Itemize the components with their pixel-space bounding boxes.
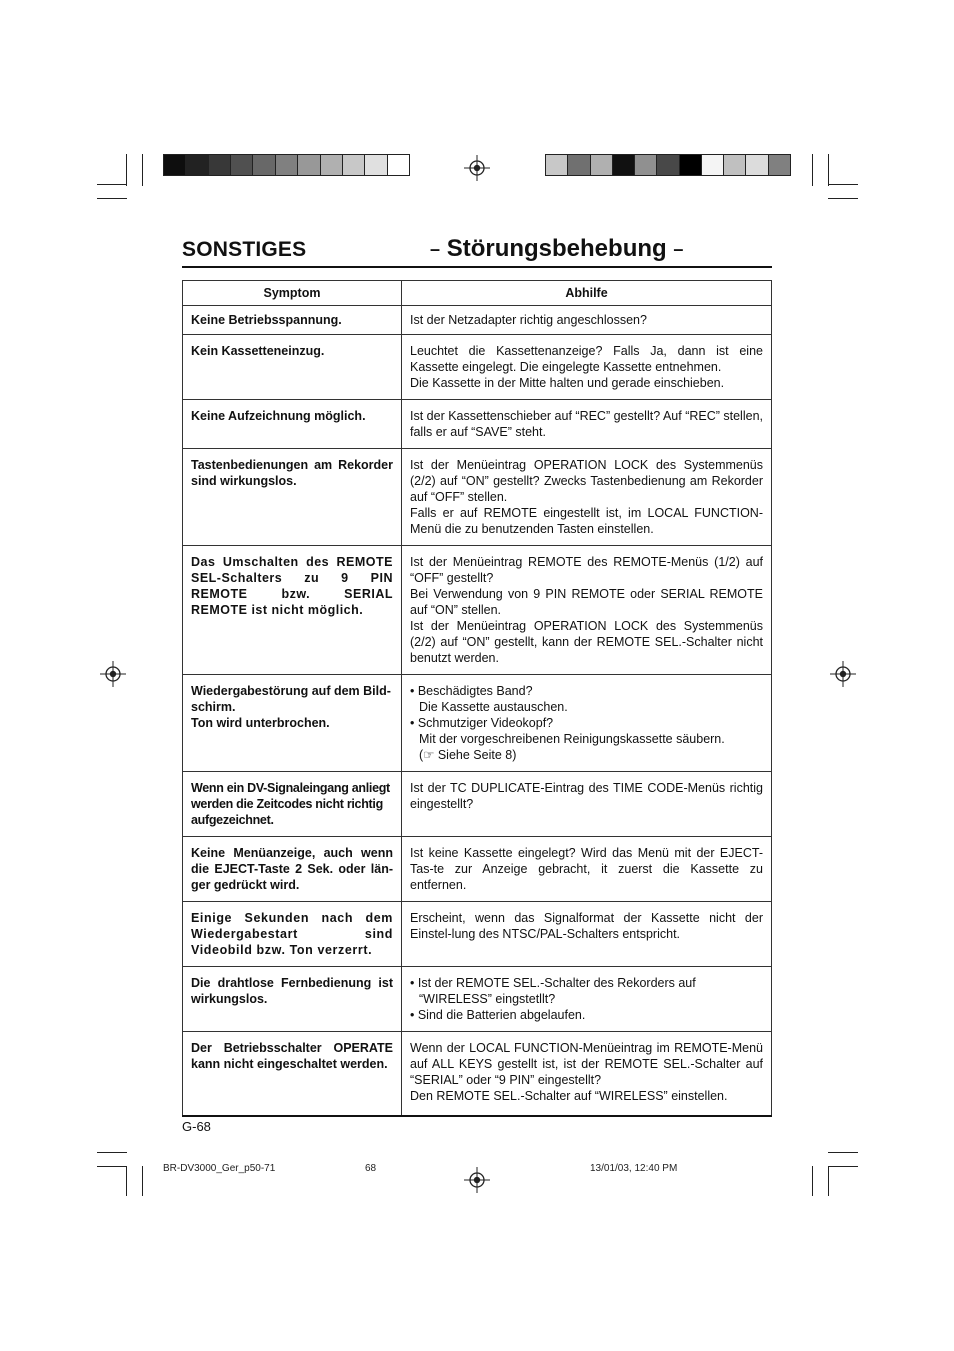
registration-mark-icon (830, 661, 856, 687)
symptom-cell: Wiedergabestörung auf dem Bild-schirm. Ton wird unterbrochen. (183, 675, 402, 772)
remedy-cell: Erscheint, wenn das Signalformat der Kassette nicht der Einstel-lung des NTSC/PAL-Schalters entspricht. (402, 902, 772, 967)
table-row (183, 1032, 772, 1116)
footer-page: 68 (365, 1163, 377, 1174)
symptom-cell: Keine Aufzeichnung möglich. (183, 400, 402, 449)
page-title-text: Störungsbehebung (446, 235, 667, 262)
symptom-cell: Keine Menüanzeige, auch wenn die EJECT-Taste 2 Sek. oder län-ger gedrückt wird. (183, 837, 402, 902)
table-row (183, 306, 772, 335)
remedy-cell: Ist der Menüeintrag REMOTE des REMOTE-Menüs (1/2) auf “OFF” gestellt? Bei Verwendung von 9 PIN REMOTE oder SERIAL REMOTE auf “ON” stellen. Ist der Menüeintrag OPERATION LOCK des Systemmenüs (2/2) auf “ON” gestellt, kann der REMOTE SEL.-Schalter nicht benutzt werden. (402, 546, 772, 675)
troubleshooting-table (182, 280, 772, 1117)
symptom-cell: Die drahtlose Fernbedienung ist wirkungslos. (183, 967, 402, 1032)
table-row (183, 449, 772, 546)
registration-mark-icon (100, 661, 126, 687)
registration-mark-icon (464, 1167, 490, 1193)
section-title: SONSTIGES (182, 238, 307, 261)
table-row (183, 675, 772, 772)
table-header-row (183, 281, 772, 306)
page-number: G-68 (182, 1119, 211, 1134)
remedy-cell: Wenn der LOCAL FUNCTION-Menüeintrag im REMOTE-Menü auf ALL KEYS gestellt ist, ist der REMOTE SEL.-Schalter auf “SERIAL” oder “9 PIN” eingestellt? Den REMOTE SEL.-Schalter auf “WIRELESS” einstellen. (402, 1032, 772, 1116)
symptom-cell: Einige Sekunden nach dem Wiedergabestart sind Videobild bzw. Ton verzerrt. (183, 902, 402, 967)
remedy-cell: Ist der Netzadapter richtig angeschlossen? (402, 306, 772, 335)
remedy-cell: • Ist der REMOTE SEL.-Schalter des Rekorders auf “WIRELESS” eingstetllt? • Sind die Batterien abgelaufen. (402, 967, 772, 1032)
remedy-cell: Ist der TC DUPLICATE-Eintrag des TIME CODE-Menüs richtig eingestellt? (402, 772, 772, 837)
table-row (183, 546, 772, 675)
table-row (183, 902, 772, 967)
table-row (183, 400, 772, 449)
remedy-cell: Ist der Menüeintrag OPERATION LOCK des Systemmenüs (2/2) auf “ON” gestellt? Zwecks Tastenbedienung am Rekorder auf “OFF” stellen. Falls er auf REMOTE eingestellt ist, im LOCAL FUNCTION-Menü die zu benutzenden Tasten einstellen. (402, 449, 772, 546)
remedy-cell: Leuchtet die Kassettenanzeige? Falls Ja, dann ist eine Kassette eingelegt. Die eingelegte Kassette entnehmen. Die Kassette in der Mitte halten und gerade einschieben. (402, 335, 772, 400)
symptom-cell: Der Betriebsschalter OPERATE kann nicht eingeschaltet werden. (183, 1032, 402, 1116)
symptom-cell: Tastenbedienungen am Rekorder sind wirkungslos. (183, 449, 402, 546)
table-row (183, 335, 772, 400)
page-title: – Störungsbehebung – (430, 235, 684, 262)
footer-timestamp: 13/01/03, 12:40 PM (590, 1163, 678, 1174)
symptom-cell: Das Umschalten des REMOTE SEL-Schalters zu 9 PIN REMOTE bzw. SERIAL REMOTE ist nicht möglich. (183, 546, 402, 675)
column-header-remedy: Abhilfe (402, 281, 772, 306)
header-rule (182, 266, 772, 268)
registration-mark-icon (464, 155, 490, 181)
remedy-cell: • Beschädigtes Band? Die Kassette austauschen. • Schmutziger Videokopf? Mit der vorgeschreibenen Reinigungskassette säubern. (☞ Siehe Seite 8) (402, 675, 772, 772)
color-bar-left (163, 154, 410, 176)
remedy-cell: Ist keine Kassette eingelegt? Wird das Menü mit der EJECT-Tas-te zur Anzeige gebracht, it zuerst die Kassette zu entfernen. (402, 837, 772, 902)
table-row (183, 967, 772, 1032)
symptom-cell: Kein Kassetteneinzug. (183, 335, 402, 400)
table-row (183, 837, 772, 902)
table-row (183, 772, 772, 837)
remedy-cell: Ist der Kassettenschieber auf “REC” gestellt? Auf “REC” stellen, falls er auf “SAVE” steht. (402, 400, 772, 449)
column-header-symptom: Symptom (183, 281, 402, 306)
symptom-cell: Keine Betriebsspannung. (183, 306, 402, 335)
color-bar-right (545, 154, 791, 176)
symptom-cell: Wenn ein DV-Signaleingang anliegt werden die Zeitcodes nicht richtig aufgezeichnet. (183, 772, 402, 837)
footer-file-name: BR-DV3000_Ger_p50-71 (163, 1163, 276, 1174)
